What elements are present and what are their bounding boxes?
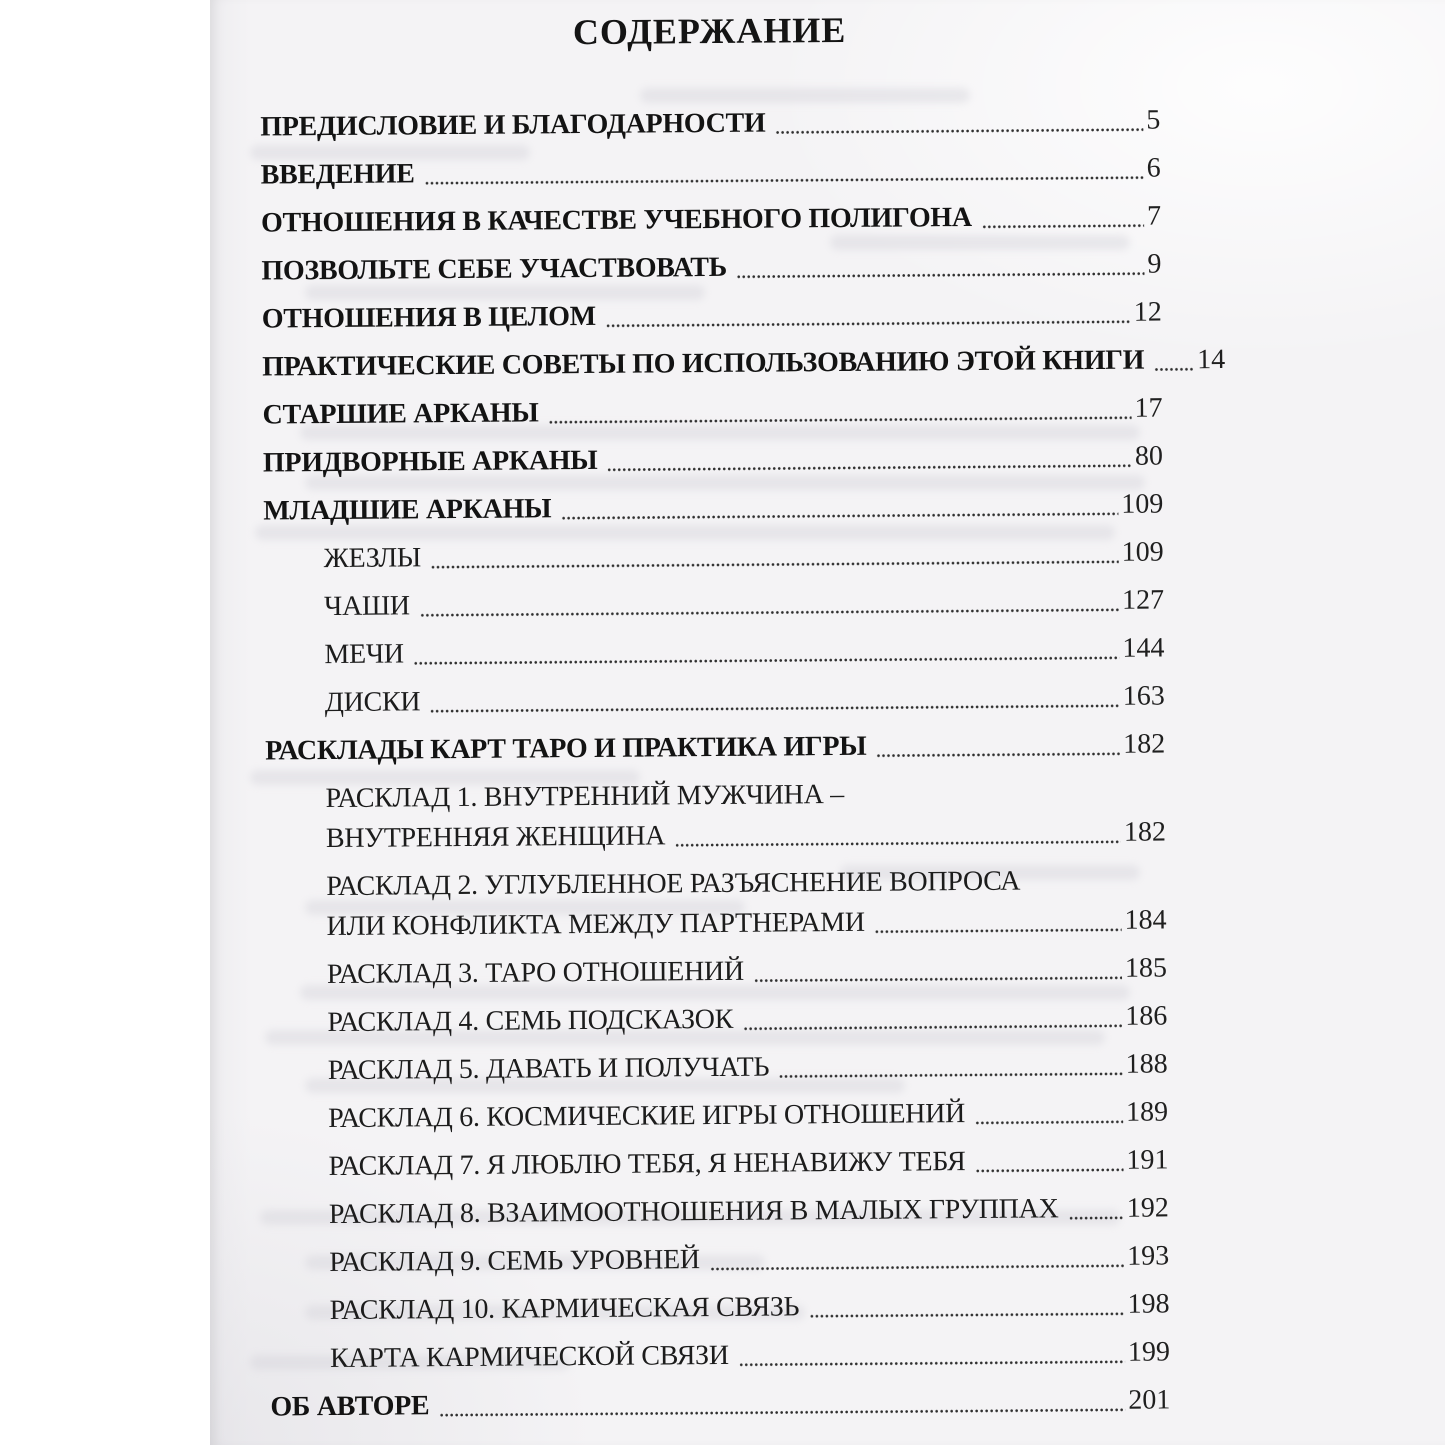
toc-entry [260, 100, 1160, 147]
dot-leader [430, 703, 1120, 714]
dot-leader [606, 319, 1131, 329]
toc-entry-page-number: 201 [1128, 1384, 1171, 1416]
toc-entry-page-number: 9 [1147, 248, 1162, 280]
toc-entry-label: РАСКЛАДЫ КАРТ ТАРО И ПРАКТИКА ИГРЫ [265, 730, 867, 767]
toc-entry-label: ИЛИ КОНФЛИКТА МЕЖДУ ПАРТНЕРАМИ [326, 906, 865, 943]
toc-entry [267, 948, 1167, 995]
toc-entry-line: РАСКЛАД 2. УГЛУБЛЕННОЕ РАЗЪЯСНЕНИЕ ВОПРОСА [326, 865, 1021, 903]
book-page [210, 0, 1445, 1445]
toc-entry [264, 628, 1164, 675]
toc-entry-page-number: 185 [1124, 952, 1168, 984]
dot-leader [710, 1263, 1125, 1272]
toc-entry-label: ПРЕДИСЛОВИЕ И БЛАГОДАРНОСТИ [260, 107, 766, 143]
toc-entry-page-number: 182 [1123, 816, 1167, 848]
toc-entry [265, 772, 1166, 859]
toc-entry-last-line [329, 1284, 1169, 1331]
toc-entry-last-line [261, 148, 1161, 195]
toc-entry-last-line [328, 1140, 1168, 1187]
toc-entry-page-number: 191 [1126, 1144, 1169, 1176]
toc-list [260, 100, 1226, 1427]
dot-leader [607, 463, 1132, 473]
toc-entry [262, 388, 1162, 435]
dot-leader [431, 559, 1119, 570]
dot-leader [414, 655, 1120, 667]
toc-entry-last-line [326, 812, 1166, 859]
toc-entry [261, 196, 1161, 243]
toc-entry [267, 996, 1167, 1043]
toc-entry-label: ОТНОШЕНИЯ В КАЧЕСТВЕ УЧЕБНОГО ПОЛИГОНА [260, 201, 972, 239]
toc-entry-page-number: 199 [1127, 1336, 1171, 1368]
page-title: СОДЕРЖАНИЕ [572, 9, 847, 53]
toc-entry-label: КАРТА КАРМИЧЕСКОЙ СВЯЗИ [329, 1339, 729, 1375]
dot-leader [754, 975, 1122, 984]
toc-entry-page-number: 7 [1146, 200, 1162, 232]
toc-entry-last-line [261, 244, 1161, 291]
dot-leader [739, 1359, 1125, 1368]
toc-entry-last-line [324, 580, 1164, 627]
toc-entry-last-line [260, 100, 1160, 147]
toc-entry-label: РАСКЛАД 3. ТАРО ОТНОШЕНИЙ [326, 955, 744, 991]
toc-entry-last-line [327, 948, 1167, 995]
toc-entry-page-number: 5 [1146, 104, 1161, 136]
toc-entry-last-line [329, 1188, 1169, 1235]
toc-entry-last-line [263, 436, 1163, 483]
toc-entry-last-line [270, 1380, 1170, 1427]
toc-entry-label: РАСКЛАД 5. ДАВАТЬ И ПОЛУЧАТЬ [327, 1051, 770, 1087]
toc-entry [261, 148, 1161, 195]
toc-entry-last-line [329, 1236, 1169, 1283]
toc-entry-page-number: 12 [1133, 296, 1162, 328]
toc-entry-page-number: 186 [1125, 1000, 1168, 1032]
toc-entry [268, 1044, 1168, 1091]
toc-entry-label: МЛАДШИЕ АРКАНЫ [263, 493, 552, 527]
toc-entry-page-number: 163 [1122, 680, 1165, 712]
toc-entry [270, 1380, 1170, 1427]
toc-entry [268, 1140, 1168, 1187]
toc-entry-last-line [327, 996, 1167, 1043]
toc-entry-label: ПОЗВОЛЬТЕ СЕБЕ УЧАСТВОВАТЬ [261, 251, 728, 287]
table-of-contents [259, 2, 1226, 1435]
toc-entry [262, 340, 1226, 387]
dot-leader [675, 839, 1121, 849]
toc-entry-label: МЕЧИ [324, 638, 404, 671]
toc-entry-label: ЧАШИ [323, 590, 410, 623]
toc-entry-page-number: 144 [1122, 632, 1165, 664]
toc-entry-page-number: 182 [1123, 728, 1166, 760]
dot-leader [420, 607, 1119, 618]
toc-entry-label: ВВЕДЕНИЕ [260, 158, 415, 191]
toc-entry-last-line [261, 196, 1161, 243]
toc-entry-label: РАСКЛАД 8. ВЗАИМООТНОШЕНИЯ В МАЛЫХ ГРУППАХ [328, 1193, 1059, 1231]
toc-entry-page-number: 14 [1197, 343, 1226, 376]
toc-entry-page-number: 188 [1125, 1048, 1168, 1080]
dot-leader [737, 271, 1145, 280]
toc-entry-last-line [328, 1044, 1168, 1091]
dot-leader [976, 1167, 1124, 1174]
dot-leader [809, 1311, 1124, 1319]
toc-entry-last-line [263, 484, 1163, 531]
toc-entry-last-line [330, 1332, 1170, 1379]
toc-entry-page-number: 193 [1127, 1240, 1170, 1272]
dot-leader [1068, 1215, 1123, 1221]
toc-entry [265, 724, 1165, 771]
toc-entry-page-number: 189 [1125, 1096, 1169, 1128]
dot-leader [982, 223, 1144, 230]
toc-entry [269, 1236, 1169, 1283]
toc-entry [268, 1092, 1168, 1139]
toc-entry-last-line [324, 532, 1164, 579]
toc-entry-page-number: 17 [1134, 392, 1163, 424]
toc-entry-label: ОТНОШЕНИЯ В ЦЕЛОМ [261, 300, 596, 335]
dot-leader [1154, 366, 1194, 372]
toc-entry-last-line [324, 628, 1164, 675]
toc-entry-last-line [262, 340, 1226, 387]
dot-leader [425, 175, 1144, 187]
toc-entry-label: РАСКЛАД 4. СЕМЬ ПОДСКАЗОК [327, 1003, 734, 1039]
toc-entry-page-number: 6 [1146, 152, 1161, 184]
dot-leader [779, 1071, 1123, 1080]
toc-entry [262, 292, 1162, 339]
toc-entry-page-number: 184 [1124, 904, 1167, 936]
toc-entry-label: СТАРШИЕ АРКАНЫ [262, 397, 539, 431]
toc-entry-last-line [326, 900, 1166, 947]
toc-entry [264, 532, 1164, 579]
dot-leader [875, 927, 1122, 935]
toc-entry [264, 580, 1164, 627]
dot-leader [876, 751, 1120, 759]
dot-leader [743, 1023, 1122, 1032]
toc-entry-label: ДИСКИ [324, 686, 421, 719]
toc-entry [269, 1188, 1169, 1235]
toc-entry-label: ПРАКТИЧЕСКИЕ СОВЕТЫ ПО ИСПОЛЬЗОВАНИЮ ЭТОЙ КНИГИ [262, 344, 1145, 383]
toc-entry-label: РАСКЛАД 7. Я ЛЮБЛЮ ТЕБЯ, Я НЕНАВИЖУ ТЕБЯ [328, 1146, 966, 1183]
dot-leader [439, 1407, 1125, 1418]
toc-entry-last-line [262, 292, 1162, 339]
toc-entry-page-number: 198 [1127, 1288, 1170, 1320]
toc-entry [266, 860, 1167, 947]
dot-leader [549, 415, 1132, 426]
toc-entry-label: РАСКЛАД 10. КАРМИЧЕСКАЯ СВЯЗЬ [329, 1291, 800, 1327]
toc-entry-label: РАСКЛАД 6. КОСМИЧЕСКИЕ ИГРЫ ОТНОШЕНИЙ [328, 1098, 966, 1135]
toc-entry-last-line [265, 724, 1165, 771]
toc-entry-line: РАСКЛАД 1. ВНУТРЕННИЙ МУЖЧИНА – [325, 778, 844, 815]
toc-entry [263, 436, 1163, 483]
toc-entry-page-number: 109 [1121, 488, 1164, 520]
toc-entry [270, 1332, 1170, 1379]
toc-entry-last-line [328, 1092, 1168, 1139]
dot-leader [776, 127, 1144, 136]
toc-entry-label: РАСКЛАД 9. СЕМЬ УРОВНЕЙ [329, 1244, 700, 1279]
toc-entry-page-number: 80 [1134, 440, 1164, 472]
toc-entry [265, 676, 1165, 723]
dot-leader [975, 1119, 1123, 1126]
toc-entry [263, 484, 1163, 531]
dot-leader [561, 511, 1118, 521]
toc-entry-page-number: 109 [1121, 536, 1164, 568]
toc-entry-label: ВНУТРЕННЯЯ ЖЕНЩИНА [325, 820, 666, 855]
toc-entry-last-line [325, 676, 1165, 723]
toc-entry-page-number: 127 [1121, 584, 1165, 616]
toc-entry-label: ОБ АВТОРЕ [270, 1390, 430, 1423]
toc-entry-last-line [262, 388, 1162, 435]
toc-entry-label: ПРИДВОРНЫЕ АРКАНЫ [262, 444, 598, 479]
toc-entry-label: ЖЕЗЛЫ [323, 542, 422, 575]
toc-entry-page-number: 192 [1126, 1192, 1169, 1224]
toc-entry [261, 244, 1161, 291]
toc-entry [269, 1284, 1169, 1331]
